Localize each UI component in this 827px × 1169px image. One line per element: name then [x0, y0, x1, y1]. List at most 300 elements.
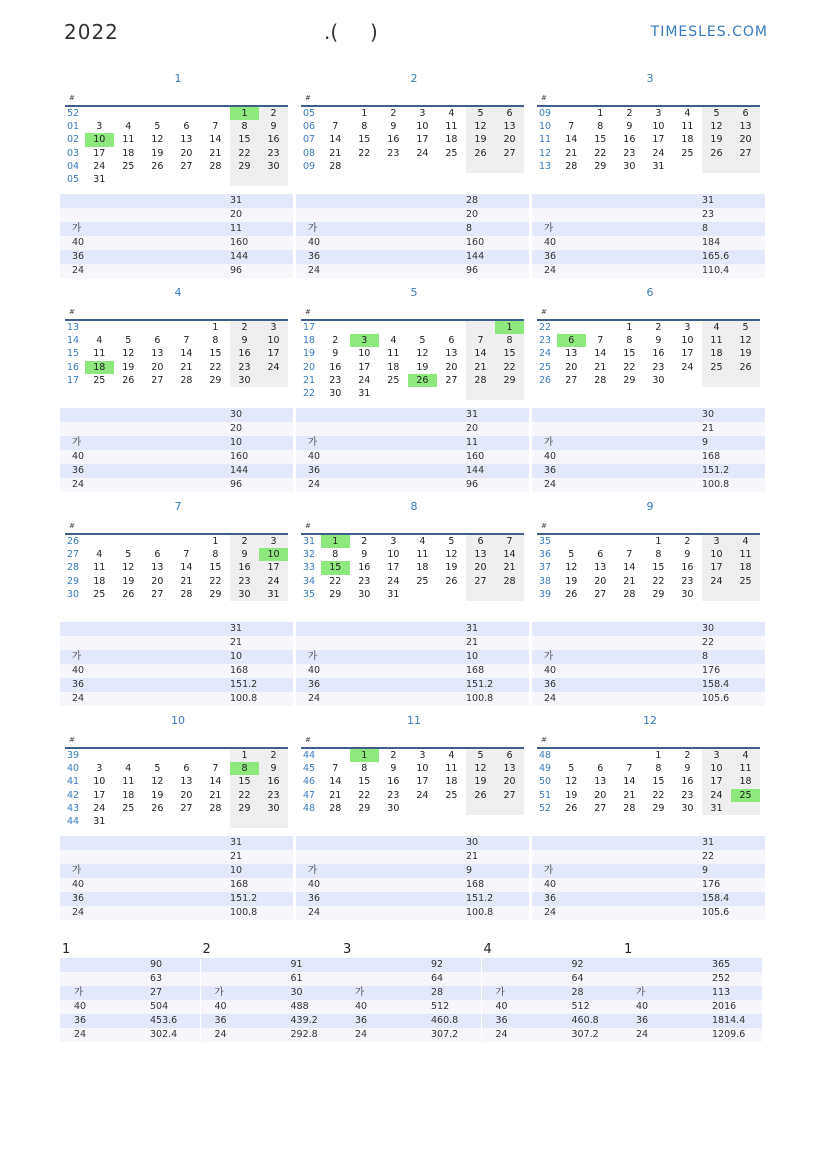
day-cell[interactable]: 17: [702, 561, 731, 574]
day-cell[interactable]: 11: [445, 121, 458, 133]
day-cell[interactable]: 11: [445, 763, 458, 775]
day-cell[interactable]: 1: [655, 750, 662, 761]
day-cell[interactable]: 15: [209, 562, 222, 574]
day-cell[interactable]: 22: [495, 361, 524, 374]
day-cell[interactable]: 24: [387, 575, 400, 587]
day-cell[interactable]: 18: [702, 347, 731, 360]
day-cell[interactable]: 28: [180, 588, 193, 600]
day-cell[interactable]: 14: [180, 562, 193, 574]
day-cell[interactable]: 6: [154, 549, 161, 561]
day-cell[interactable]: 19: [416, 361, 429, 373]
day-cell[interactable]: 14: [594, 348, 607, 360]
day-cell[interactable]: 27: [445, 374, 458, 386]
day-cell[interactable]: 16: [387, 134, 400, 146]
day-cell[interactable]: 1: [350, 749, 379, 762]
day-cell[interactable]: 8: [230, 762, 259, 775]
day-cell[interactable]: 25: [731, 789, 760, 802]
day-cell[interactable]: 26: [122, 588, 135, 600]
day-cell[interactable]: 16: [230, 347, 259, 360]
day-cell[interactable]: 17: [681, 348, 694, 360]
day-cell[interactable]: 26: [445, 575, 458, 587]
day-cell[interactable]: 21: [329, 147, 342, 159]
day-cell[interactable]: 8: [361, 763, 368, 775]
day-cell[interactable]: 10: [85, 133, 114, 146]
day-cell[interactable]: 14: [180, 348, 193, 360]
day-cell[interactable]: 23: [387, 789, 400, 801]
day-cell[interactable]: 21: [466, 361, 495, 374]
day-cell[interactable]: 15: [652, 562, 665, 574]
day-cell[interactable]: 15: [209, 348, 222, 360]
day-cell[interactable]: 5: [419, 335, 426, 347]
day-cell[interactable]: 15: [230, 133, 259, 146]
day-cell[interactable]: 23: [681, 789, 694, 801]
site-logo[interactable]: TIMESLES.COM: [650, 24, 768, 40]
day-cell[interactable]: 14: [329, 776, 342, 788]
day-cell[interactable]: 23: [387, 147, 400, 159]
day-cell[interactable]: 18: [122, 789, 135, 801]
day-cell[interactable]: 2: [361, 536, 368, 547]
day-cell[interactable]: 9: [259, 120, 288, 133]
day-cell[interactable]: 15: [623, 348, 636, 360]
day-cell[interactable]: 17: [652, 134, 665, 146]
day-cell[interactable]: 12: [122, 348, 135, 360]
day-cell[interactable]: 24: [259, 361, 288, 374]
day-cell[interactable]: 4: [96, 335, 103, 347]
day-cell[interactable]: 2: [684, 536, 691, 547]
day-cell[interactable]: 27: [180, 802, 193, 814]
day-cell[interactable]: 28: [623, 588, 636, 600]
day-cell[interactable]: 7: [183, 335, 190, 347]
day-cell[interactable]: 2: [626, 108, 633, 119]
day-cell[interactable]: 29: [358, 802, 371, 814]
day-cell[interactable]: 10: [416, 121, 429, 133]
day-cell[interactable]: 26: [466, 147, 495, 160]
day-cell[interactable]: 19: [702, 133, 731, 146]
day-cell[interactable]: 3: [419, 108, 426, 119]
day-cell[interactable]: 3: [702, 749, 731, 762]
day-cell[interactable]: 16: [387, 776, 400, 788]
day-cell[interactable]: 19: [466, 775, 495, 788]
day-cell[interactable]: 9: [259, 762, 288, 775]
day-cell[interactable]: 15: [495, 347, 524, 360]
day-cell[interactable]: 1: [212, 536, 219, 547]
day-cell[interactable]: 12: [565, 776, 578, 788]
day-cell[interactable]: 21: [623, 789, 636, 801]
day-cell[interactable]: 17: [702, 775, 731, 788]
day-cell[interactable]: 6: [731, 107, 760, 120]
day-cell[interactable]: 24: [652, 147, 665, 159]
day-cell[interactable]: 25: [93, 374, 106, 386]
day-cell[interactable]: 22: [209, 575, 222, 587]
day-cell[interactable]: 23: [358, 575, 371, 587]
day-cell[interactable]: 24: [93, 160, 106, 172]
day-cell[interactable]: 3: [259, 321, 288, 334]
day-cell[interactable]: 27: [180, 160, 193, 172]
day-cell[interactable]: 6: [183, 763, 190, 775]
day-cell[interactable]: 11: [122, 134, 135, 146]
day-cell[interactable]: 18: [731, 561, 760, 574]
day-cell[interactable]: 10: [416, 763, 429, 775]
day-cell[interactable]: 28: [495, 575, 524, 588]
day-cell[interactable]: 13: [495, 762, 524, 775]
day-cell[interactable]: 18: [85, 361, 114, 374]
day-cell[interactable]: 1: [212, 322, 219, 333]
day-cell[interactable]: 1: [230, 749, 259, 762]
day-cell[interactable]: 5: [568, 763, 575, 775]
day-cell[interactable]: 30: [652, 374, 665, 386]
day-cell[interactable]: 31: [358, 387, 371, 399]
day-cell[interactable]: 1: [361, 108, 368, 119]
day-cell[interactable]: 21: [594, 361, 607, 373]
day-cell[interactable]: 27: [495, 789, 524, 802]
day-cell[interactable]: 20: [466, 561, 495, 574]
day-cell[interactable]: 28: [209, 802, 222, 814]
day-cell[interactable]: 25: [445, 147, 458, 159]
day-cell[interactable]: 8: [230, 120, 259, 133]
day-cell[interactable]: 18: [681, 134, 694, 146]
day-cell[interactable]: 20: [495, 133, 524, 146]
day-cell[interactable]: 20: [180, 789, 193, 801]
day-cell[interactable]: 9: [684, 549, 691, 561]
day-cell[interactable]: 18: [387, 361, 400, 373]
day-cell[interactable]: 20: [445, 361, 458, 373]
day-cell[interactable]: 12: [702, 120, 731, 133]
day-cell[interactable]: 17: [387, 562, 400, 574]
day-cell[interactable]: 25: [387, 374, 400, 386]
day-cell[interactable]: 27: [731, 147, 760, 160]
day-cell[interactable]: 15: [321, 561, 350, 574]
day-cell[interactable]: 16: [259, 775, 288, 788]
day-cell[interactable]: 25: [445, 789, 458, 801]
day-cell[interactable]: 23: [259, 147, 288, 160]
day-cell[interactable]: 10: [387, 549, 400, 561]
day-cell[interactable]: 11: [416, 549, 429, 561]
day-cell[interactable]: 3: [702, 535, 731, 548]
day-cell[interactable]: 4: [684, 108, 691, 119]
day-cell[interactable]: 3: [655, 108, 662, 119]
day-cell[interactable]: 11: [731, 762, 760, 775]
day-cell[interactable]: 4: [731, 535, 760, 548]
day-cell[interactable]: 20: [565, 361, 578, 373]
day-cell[interactable]: 22: [230, 789, 259, 802]
day-cell[interactable]: 14: [209, 134, 222, 146]
day-cell[interactable]: 8: [212, 335, 219, 347]
day-cell[interactable]: 17: [259, 347, 288, 360]
day-cell[interactable]: 12: [731, 334, 760, 347]
day-cell[interactable]: 11: [681, 121, 694, 133]
day-cell[interactable]: 15: [230, 775, 259, 788]
day-cell[interactable]: 5: [568, 549, 575, 561]
day-cell[interactable]: 10: [93, 776, 106, 788]
day-cell[interactable]: 21: [329, 789, 342, 801]
day-cell[interactable]: 5: [731, 321, 760, 334]
day-cell[interactable]: 6: [154, 335, 161, 347]
day-cell[interactable]: 20: [594, 575, 607, 587]
day-cell[interactable]: 19: [122, 361, 135, 373]
day-cell[interactable]: 17: [93, 147, 106, 159]
day-cell[interactable]: 10: [702, 548, 731, 561]
day-cell[interactable]: 21: [495, 561, 524, 574]
day-cell[interactable]: 5: [154, 763, 161, 775]
day-cell[interactable]: 28: [329, 160, 342, 172]
day-cell[interactable]: 2: [390, 750, 397, 761]
day-cell[interactable]: 6: [495, 107, 524, 120]
day-cell[interactable]: 20: [495, 775, 524, 788]
day-cell[interactable]: 28: [623, 802, 636, 814]
day-cell[interactable]: 2: [655, 322, 662, 333]
day-cell[interactable]: 6: [183, 121, 190, 133]
day-cell[interactable]: 22: [652, 575, 665, 587]
day-cell[interactable]: 29: [594, 160, 607, 172]
day-cell[interactable]: 28: [565, 160, 578, 172]
day-cell[interactable]: 7: [466, 334, 495, 347]
day-cell[interactable]: 22: [594, 147, 607, 159]
day-cell[interactable]: 10: [702, 762, 731, 775]
day-cell[interactable]: 28: [466, 374, 495, 387]
day-cell[interactable]: 2: [332, 335, 339, 347]
day-cell[interactable]: 29: [652, 588, 665, 600]
day-cell[interactable]: 31: [652, 160, 665, 172]
day-cell[interactable]: 1: [230, 107, 259, 120]
day-cell[interactable]: 29: [329, 588, 342, 600]
day-cell[interactable]: 4: [731, 749, 760, 762]
day-cell[interactable]: 1: [495, 321, 524, 334]
day-cell[interactable]: 12: [416, 348, 429, 360]
day-cell[interactable]: 12: [565, 562, 578, 574]
day-cell[interactable]: 25: [93, 588, 106, 600]
day-cell[interactable]: 28: [209, 160, 222, 172]
day-cell[interactable]: 30: [387, 802, 400, 814]
day-cell[interactable]: 11: [702, 334, 731, 347]
day-cell[interactable]: 22: [209, 361, 222, 373]
day-cell[interactable]: 14: [623, 562, 636, 574]
day-cell[interactable]: 19: [731, 347, 760, 360]
day-cell[interactable]: 8: [655, 763, 662, 775]
day-cell[interactable]: 13: [495, 120, 524, 133]
day-cell[interactable]: 3: [96, 763, 103, 775]
day-cell[interactable]: 8: [655, 549, 662, 561]
day-cell[interactable]: 8: [361, 121, 368, 133]
day-cell[interactable]: 16: [329, 361, 342, 373]
day-cell[interactable]: 24: [358, 374, 371, 386]
day-cell[interactable]: 15: [652, 776, 665, 788]
day-cell[interactable]: 30: [230, 588, 259, 601]
day-cell[interactable]: 30: [329, 387, 342, 399]
day-cell[interactable]: 21: [565, 147, 578, 159]
day-cell[interactable]: 19: [565, 789, 578, 801]
day-cell[interactable]: 24: [702, 575, 731, 588]
day-cell[interactable]: 6: [466, 535, 495, 548]
day-cell[interactable]: 9: [390, 763, 397, 775]
day-cell[interactable]: 24: [416, 147, 429, 159]
day-cell[interactable]: 3: [419, 750, 426, 761]
day-cell[interactable]: 9: [655, 335, 662, 347]
day-cell[interactable]: 25: [416, 575, 429, 587]
day-cell[interactable]: 21: [209, 789, 222, 801]
day-cell[interactable]: 19: [565, 575, 578, 587]
day-cell[interactable]: 26: [565, 802, 578, 814]
day-cell[interactable]: 27: [594, 802, 607, 814]
day-cell[interactable]: 19: [466, 133, 495, 146]
day-cell[interactable]: 21: [209, 147, 222, 159]
day-cell[interactable]: 3: [684, 322, 691, 333]
day-cell[interactable]: 26: [702, 147, 731, 160]
day-cell[interactable]: 17: [416, 134, 429, 146]
day-cell[interactable]: 10: [358, 348, 371, 360]
day-cell[interactable]: 16: [681, 562, 694, 574]
day-cell[interactable]: 12: [151, 134, 164, 146]
day-cell[interactable]: 24: [259, 575, 288, 588]
day-cell[interactable]: 13: [180, 776, 193, 788]
day-cell[interactable]: 5: [125, 335, 132, 347]
day-cell[interactable]: 11: [731, 548, 760, 561]
day-cell[interactable]: 27: [151, 588, 164, 600]
day-cell[interactable]: 14: [209, 776, 222, 788]
day-cell[interactable]: 15: [358, 134, 371, 146]
day-cell[interactable]: 16: [652, 348, 665, 360]
day-cell[interactable]: 2: [230, 321, 259, 334]
day-cell[interactable]: 27: [151, 374, 164, 386]
day-cell[interactable]: 31: [702, 802, 731, 815]
day-cell[interactable]: 26: [151, 802, 164, 814]
day-cell[interactable]: 31: [93, 815, 106, 827]
day-cell[interactable]: 7: [212, 121, 219, 133]
day-cell[interactable]: 10: [259, 548, 288, 561]
day-cell[interactable]: 14: [329, 134, 342, 146]
day-cell[interactable]: 18: [445, 134, 458, 146]
day-cell[interactable]: 2: [684, 750, 691, 761]
day-cell[interactable]: 6: [448, 335, 455, 347]
day-cell[interactable]: 5: [466, 107, 495, 120]
day-cell[interactable]: 8: [212, 549, 219, 561]
day-cell[interactable]: 29: [495, 374, 524, 387]
day-cell[interactable]: 30: [358, 588, 371, 600]
day-cell[interactable]: 19: [151, 789, 164, 801]
day-cell[interactable]: 13: [445, 348, 458, 360]
day-cell[interactable]: 29: [230, 802, 259, 815]
day-cell[interactable]: 13: [594, 776, 607, 788]
day-cell[interactable]: 7: [212, 763, 219, 775]
day-cell[interactable]: 15: [358, 776, 371, 788]
day-cell[interactable]: 19: [151, 147, 164, 159]
day-cell[interactable]: 3: [259, 535, 288, 548]
day-cell[interactable]: 22: [358, 789, 371, 801]
day-cell[interactable]: 29: [209, 588, 222, 600]
day-cell[interactable]: 22: [623, 361, 636, 373]
day-cell[interactable]: 16: [681, 776, 694, 788]
day-cell[interactable]: 22: [329, 575, 342, 587]
day-cell[interactable]: 12: [466, 120, 495, 133]
day-cell[interactable]: 7: [626, 763, 633, 775]
day-cell[interactable]: 14: [565, 134, 578, 146]
day-cell[interactable]: 7: [495, 535, 524, 548]
day-cell[interactable]: 28: [594, 374, 607, 386]
day-cell[interactable]: 23: [329, 374, 342, 386]
day-cell[interactable]: 22: [230, 147, 259, 160]
day-cell[interactable]: 16: [259, 133, 288, 146]
day-cell[interactable]: 27: [594, 588, 607, 600]
day-cell[interactable]: 16: [230, 561, 259, 574]
day-cell[interactable]: 6: [597, 549, 604, 561]
day-cell[interactable]: 1: [597, 108, 604, 119]
day-cell[interactable]: 5: [125, 549, 132, 561]
day-cell[interactable]: 30: [681, 588, 694, 600]
day-cell[interactable]: 30: [259, 160, 288, 173]
day-cell[interactable]: 27: [495, 147, 524, 160]
day-cell[interactable]: 20: [180, 147, 193, 159]
day-cell[interactable]: 9: [684, 763, 691, 775]
day-cell[interactable]: 12: [151, 776, 164, 788]
day-cell[interactable]: 1: [655, 536, 662, 547]
day-cell[interactable]: 12: [466, 762, 495, 775]
day-cell[interactable]: 13: [565, 348, 578, 360]
day-cell[interactable]: 26: [122, 374, 135, 386]
day-cell[interactable]: 29: [209, 374, 222, 386]
day-cell[interactable]: 26: [731, 361, 760, 374]
day-cell[interactable]: 7: [332, 763, 339, 775]
day-cell[interactable]: 4: [702, 321, 731, 334]
day-cell[interactable]: 15: [594, 134, 607, 146]
day-cell[interactable]: 23: [623, 147, 636, 159]
day-cell[interactable]: 23: [230, 361, 259, 374]
day-cell[interactable]: 11: [122, 776, 135, 788]
day-cell[interactable]: 2: [259, 749, 288, 762]
day-cell[interactable]: 22: [652, 789, 665, 801]
day-cell[interactable]: 26: [466, 789, 495, 802]
day-cell[interactable]: 23: [230, 575, 259, 588]
day-cell[interactable]: 8: [495, 334, 524, 347]
day-cell[interactable]: 24: [702, 789, 731, 802]
day-cell[interactable]: 13: [594, 562, 607, 574]
day-cell[interactable]: 18: [731, 775, 760, 788]
day-cell[interactable]: 30: [681, 802, 694, 814]
day-cell[interactable]: 21: [180, 361, 193, 373]
day-cell[interactable]: 9: [332, 348, 339, 360]
day-cell[interactable]: 13: [151, 562, 164, 574]
day-cell[interactable]: 2: [230, 535, 259, 548]
day-cell[interactable]: 25: [702, 361, 731, 374]
day-cell[interactable]: 6: [495, 749, 524, 762]
day-cell[interactable]: 11: [93, 562, 106, 574]
day-cell[interactable]: 20: [731, 133, 760, 146]
day-cell[interactable]: 7: [332, 121, 339, 133]
day-cell[interactable]: 31: [387, 588, 400, 600]
day-cell[interactable]: 2: [259, 107, 288, 120]
day-cell[interactable]: 30: [623, 160, 636, 172]
day-cell[interactable]: 8: [597, 121, 604, 133]
day-cell[interactable]: 4: [448, 108, 455, 119]
day-cell[interactable]: 29: [230, 160, 259, 173]
day-cell[interactable]: 25: [122, 802, 135, 814]
day-cell[interactable]: 9: [230, 334, 259, 347]
day-cell[interactable]: 29: [652, 802, 665, 814]
day-cell[interactable]: 27: [565, 374, 578, 386]
day-cell[interactable]: 11: [93, 348, 106, 360]
day-cell[interactable]: 4: [125, 763, 132, 775]
day-cell[interactable]: 7: [626, 549, 633, 561]
day-cell[interactable]: 14: [623, 776, 636, 788]
day-cell[interactable]: 13: [151, 348, 164, 360]
day-cell[interactable]: 21: [623, 575, 636, 587]
day-cell[interactable]: 6: [557, 334, 586, 347]
day-cell[interactable]: 14: [495, 548, 524, 561]
day-cell[interactable]: 18: [416, 562, 429, 574]
day-cell[interactable]: 9: [230, 548, 259, 561]
day-cell[interactable]: 1: [626, 322, 633, 333]
day-cell[interactable]: 14: [466, 347, 495, 360]
day-cell[interactable]: 4: [96, 549, 103, 561]
day-cell[interactable]: 25: [681, 147, 694, 159]
